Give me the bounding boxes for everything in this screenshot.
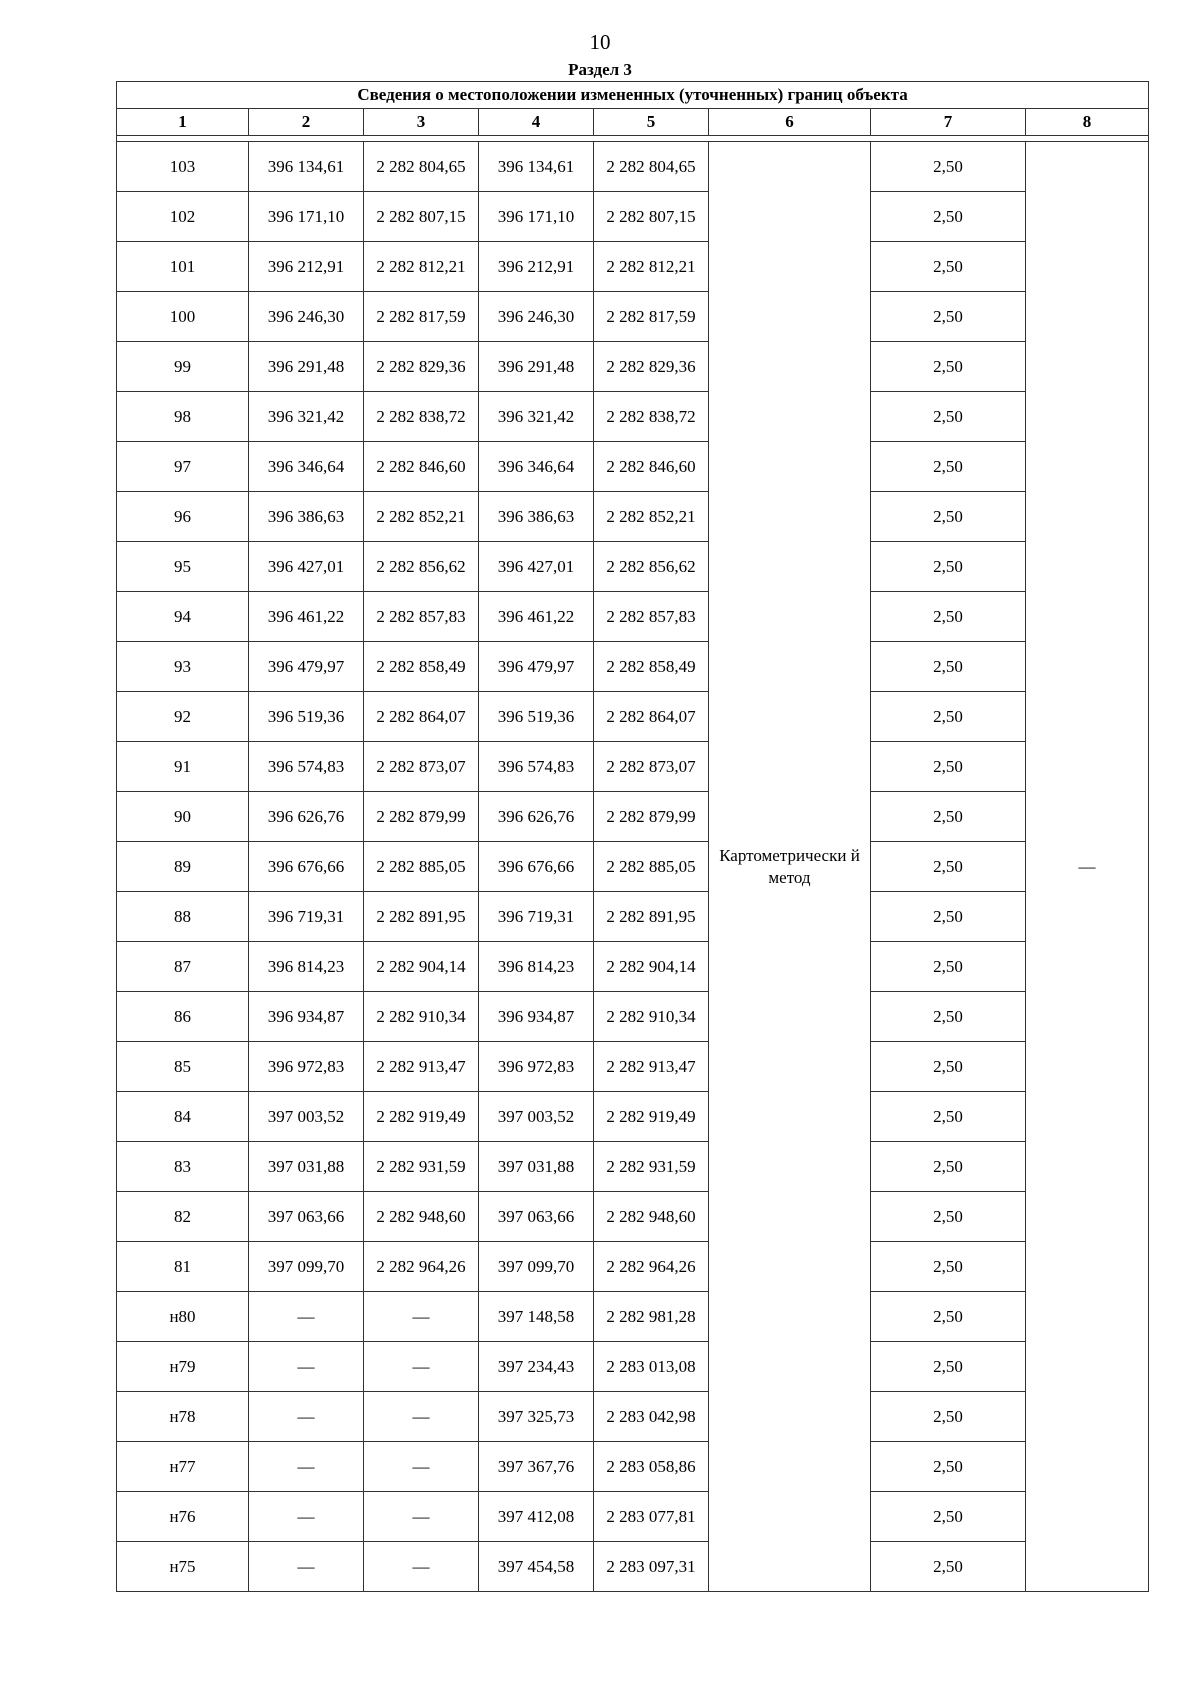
accuracy-cell: 2,50	[871, 842, 1026, 892]
accuracy-cell: 2,50	[871, 1392, 1026, 1442]
y-new-cell: 2 282 913,47	[594, 1042, 709, 1092]
accuracy-cell: 2,50	[871, 1242, 1026, 1292]
table-row	[117, 642, 1149, 692]
y-old-cell: —	[364, 1342, 479, 1392]
accuracy-cell: 2,50	[871, 292, 1026, 342]
point-number-cell: 93	[117, 642, 249, 692]
point-number-cell: 82	[117, 1192, 249, 1242]
x-old-cell: 396 171,10	[249, 192, 364, 242]
x-old-cell: 396 134,61	[249, 142, 364, 192]
table-caption: Сведения о местоположении измененных (уточненных) границ объекта	[117, 82, 1149, 109]
x-new-cell: 396 814,23	[479, 942, 594, 992]
point-number-cell: 101	[117, 242, 249, 292]
table-row	[117, 1442, 1149, 1492]
x-new-cell: 397 148,58	[479, 1292, 594, 1342]
point-number-cell: 87	[117, 942, 249, 992]
accuracy-cell: 2,50	[871, 892, 1026, 942]
y-new-cell: 2 282 910,34	[594, 992, 709, 1042]
y-new-cell: 2 283 058,86	[594, 1442, 709, 1492]
y-old-cell: 2 282 852,21	[364, 492, 479, 542]
accuracy-cell: 2,50	[871, 1092, 1026, 1142]
point-number-cell: н77	[117, 1442, 249, 1492]
y-new-cell: 2 282 964,26	[594, 1242, 709, 1292]
x-new-cell: 396 171,10	[479, 192, 594, 242]
accuracy-cell: 2,50	[871, 142, 1026, 192]
point-number-cell: 96	[117, 492, 249, 542]
y-old-cell: —	[364, 1292, 479, 1342]
x-new-cell: 396 719,31	[479, 892, 594, 942]
accuracy-cell: 2,50	[871, 342, 1026, 392]
x-old-cell: 396 479,97	[249, 642, 364, 692]
accuracy-cell: 2,50	[871, 442, 1026, 492]
x-old-cell: 396 676,66	[249, 842, 364, 892]
table-row	[117, 692, 1149, 742]
table-row	[117, 242, 1149, 292]
x-new-cell: 397 031,88	[479, 1142, 594, 1192]
y-new-cell: 2 282 931,59	[594, 1142, 709, 1192]
y-new-cell: 2 282 948,60	[594, 1192, 709, 1242]
accuracy-cell: 2,50	[871, 1192, 1026, 1242]
table-row	[117, 1142, 1149, 1192]
table-row	[117, 592, 1149, 642]
point-number-cell: 103	[117, 142, 249, 192]
x-new-cell: 397 099,70	[479, 1242, 594, 1292]
y-new-cell: 2 282 856,62	[594, 542, 709, 592]
y-new-cell: 2 282 919,49	[594, 1092, 709, 1142]
table-row	[117, 942, 1149, 992]
y-old-cell: 2 282 879,99	[364, 792, 479, 842]
table-row	[117, 992, 1149, 1042]
accuracy-cell: 2,50	[871, 792, 1026, 842]
x-new-cell: 396 346,64	[479, 442, 594, 492]
accuracy-cell: 2,50	[871, 1292, 1026, 1342]
table-row	[117, 842, 1149, 892]
point-number-cell: 102	[117, 192, 249, 242]
x-old-cell: 396 972,83	[249, 1042, 364, 1092]
accuracy-cell: 2,50	[871, 492, 1026, 542]
x-old-cell: 396 427,01	[249, 542, 364, 592]
y-old-cell: 2 282 838,72	[364, 392, 479, 442]
x-old-cell: 396 934,87	[249, 992, 364, 1042]
x-old-cell: 397 099,70	[249, 1242, 364, 1292]
y-new-cell: 2 282 812,21	[594, 242, 709, 292]
y-old-cell: 2 282 931,59	[364, 1142, 479, 1192]
y-new-cell: 2 283 077,81	[594, 1492, 709, 1542]
y-old-cell: 2 282 873,07	[364, 742, 479, 792]
x-old-cell: 396 291,48	[249, 342, 364, 392]
x-old-cell: —	[249, 1442, 364, 1492]
x-old-cell: 397 003,52	[249, 1092, 364, 1142]
y-old-cell: —	[364, 1442, 479, 1492]
column-number: 2	[249, 109, 364, 136]
x-new-cell: 396 479,97	[479, 642, 594, 692]
y-old-cell: 2 282 817,59	[364, 292, 479, 342]
x-new-cell: 396 386,63	[479, 492, 594, 542]
x-old-cell: 397 063,66	[249, 1192, 364, 1242]
x-new-cell: 396 212,91	[479, 242, 594, 292]
column-number-row	[117, 109, 1149, 136]
table-caption-row	[117, 82, 1149, 109]
accuracy-cell: 2,50	[871, 1042, 1026, 1092]
y-old-cell: 2 282 910,34	[364, 992, 479, 1042]
x-new-cell: 396 321,42	[479, 392, 594, 442]
point-number-cell: 88	[117, 892, 249, 942]
y-old-cell: 2 282 913,47	[364, 1042, 479, 1092]
y-new-cell: 2 282 846,60	[594, 442, 709, 492]
column-number: 8	[1026, 109, 1149, 136]
y-old-cell: 2 282 807,15	[364, 192, 479, 242]
x-old-cell: 396 212,91	[249, 242, 364, 292]
x-old-cell: —	[249, 1492, 364, 1542]
x-new-cell: 396 134,61	[479, 142, 594, 192]
y-old-cell: —	[364, 1542, 479, 1592]
x-old-cell: —	[249, 1292, 364, 1342]
table-row	[117, 342, 1149, 392]
table-row	[117, 892, 1149, 942]
x-old-cell: 397 031,88	[249, 1142, 364, 1192]
point-number-cell: 85	[117, 1042, 249, 1092]
x-new-cell: 397 412,08	[479, 1492, 594, 1542]
x-old-cell: 396 346,64	[249, 442, 364, 492]
y-new-cell: 2 282 807,15	[594, 192, 709, 242]
table-row	[117, 392, 1149, 442]
x-old-cell: —	[249, 1392, 364, 1442]
y-old-cell: 2 282 829,36	[364, 342, 479, 392]
x-new-cell: 397 003,52	[479, 1092, 594, 1142]
table-row	[117, 292, 1149, 342]
point-number-cell: 98	[117, 392, 249, 442]
table-row	[117, 1192, 1149, 1242]
accuracy-cell: 2,50	[871, 992, 1026, 1042]
y-old-cell: 2 282 857,83	[364, 592, 479, 642]
x-new-cell: 396 574,83	[479, 742, 594, 792]
section-title: Раздел 3	[568, 60, 632, 79]
x-new-cell: 397 367,76	[479, 1442, 594, 1492]
y-old-cell: 2 282 812,21	[364, 242, 479, 292]
accuracy-cell: 2,50	[871, 1342, 1026, 1392]
accuracy-cell: 2,50	[871, 942, 1026, 992]
boundary-coordinates-table	[116, 81, 1149, 1592]
y-new-cell: 2 282 864,07	[594, 692, 709, 742]
table-row	[117, 792, 1149, 842]
x-old-cell: —	[249, 1542, 364, 1592]
y-old-cell: 2 282 846,60	[364, 442, 479, 492]
column-number: 3	[364, 109, 479, 136]
point-number-cell: 97	[117, 442, 249, 492]
y-old-cell: 2 282 804,65	[364, 142, 479, 192]
column-number: 7	[871, 109, 1026, 136]
x-new-cell: 396 676,66	[479, 842, 594, 892]
point-number-cell: 91	[117, 742, 249, 792]
table-row	[117, 1242, 1149, 1292]
y-new-cell: 2 283 042,98	[594, 1392, 709, 1442]
table-row	[117, 1542, 1149, 1592]
point-number-cell: 95	[117, 542, 249, 592]
y-old-cell: 2 282 904,14	[364, 942, 479, 992]
point-number-cell: 92	[117, 692, 249, 742]
x-old-cell: 396 574,83	[249, 742, 364, 792]
y-new-cell: 2 282 858,49	[594, 642, 709, 692]
table-row	[117, 1492, 1149, 1542]
y-old-cell: 2 282 919,49	[364, 1092, 479, 1142]
accuracy-cell: 2,50	[871, 242, 1026, 292]
point-number-cell: 90	[117, 792, 249, 842]
y-new-cell: 2 282 885,05	[594, 842, 709, 892]
y-new-cell: 2 282 804,65	[594, 142, 709, 192]
x-new-cell: 397 234,43	[479, 1342, 594, 1392]
y-old-cell: —	[364, 1492, 479, 1542]
x-new-cell: 396 626,76	[479, 792, 594, 842]
point-number-cell: н78	[117, 1392, 249, 1442]
table-row	[117, 1092, 1149, 1142]
y-old-cell: 2 282 964,26	[364, 1242, 479, 1292]
accuracy-cell: 2,50	[871, 392, 1026, 442]
point-number-cell: н80	[117, 1292, 249, 1342]
x-new-cell: 397 454,58	[479, 1542, 594, 1592]
point-number-cell: н75	[117, 1542, 249, 1592]
y-new-cell: 2 282 838,72	[594, 392, 709, 442]
table-row	[117, 542, 1149, 592]
table-row	[117, 192, 1149, 242]
x-old-cell: 396 321,42	[249, 392, 364, 442]
x-new-cell: 396 972,83	[479, 1042, 594, 1092]
table-row	[117, 1342, 1149, 1392]
point-number-cell: 83	[117, 1142, 249, 1192]
accuracy-cell: 2,50	[871, 1542, 1026, 1592]
point-number-cell: 99	[117, 342, 249, 392]
x-old-cell: —	[249, 1342, 364, 1392]
x-new-cell: 396 461,22	[479, 592, 594, 642]
y-old-cell: 2 282 891,95	[364, 892, 479, 942]
point-number-cell: 86	[117, 992, 249, 1042]
x-old-cell: 396 719,31	[249, 892, 364, 942]
y-new-cell: 2 282 981,28	[594, 1292, 709, 1342]
point-number-cell: 94	[117, 592, 249, 642]
x-old-cell: 396 386,63	[249, 492, 364, 542]
point-number-cell: 84	[117, 1092, 249, 1142]
method-cell: Картометрически й метод	[709, 142, 871, 1592]
x-new-cell: 397 325,73	[479, 1392, 594, 1442]
column-number: 6	[709, 109, 871, 136]
x-new-cell: 396 519,36	[479, 692, 594, 742]
y-new-cell: 2 282 829,36	[594, 342, 709, 392]
y-new-cell: 2 282 817,59	[594, 292, 709, 342]
y-old-cell: 2 282 864,07	[364, 692, 479, 742]
point-number-cell: н76	[117, 1492, 249, 1542]
x-old-cell: 396 626,76	[249, 792, 364, 842]
point-number-cell: 89	[117, 842, 249, 892]
point-number-cell: 81	[117, 1242, 249, 1292]
accuracy-cell: 2,50	[871, 1142, 1026, 1192]
column-number: 5	[594, 109, 709, 136]
y-old-cell: 2 282 885,05	[364, 842, 479, 892]
accuracy-cell: 2,50	[871, 642, 1026, 692]
x-old-cell: 396 519,36	[249, 692, 364, 742]
y-new-cell: 2 282 873,07	[594, 742, 709, 792]
table-row	[117, 442, 1149, 492]
x-new-cell: 396 246,30	[479, 292, 594, 342]
accuracy-cell: 2,50	[871, 192, 1026, 242]
y-new-cell: 2 282 852,21	[594, 492, 709, 542]
x-old-cell: 396 246,30	[249, 292, 364, 342]
y-new-cell: 2 282 891,95	[594, 892, 709, 942]
table-row	[117, 1042, 1149, 1092]
x-new-cell: 396 427,01	[479, 542, 594, 592]
y-old-cell: 2 282 948,60	[364, 1192, 479, 1242]
y-new-cell: 2 282 904,14	[594, 942, 709, 992]
x-new-cell: 396 934,87	[479, 992, 594, 1042]
table-row	[117, 742, 1149, 792]
y-old-cell: 2 282 856,62	[364, 542, 479, 592]
point-number-cell: н79	[117, 1342, 249, 1392]
x-old-cell: 396 814,23	[249, 942, 364, 992]
table-row	[117, 1392, 1149, 1442]
accuracy-cell: 2,50	[871, 692, 1026, 742]
column-number: 1	[117, 109, 249, 136]
column-number: 4	[479, 109, 594, 136]
y-new-cell: 2 282 857,83	[594, 592, 709, 642]
column-8-cell: —	[1026, 142, 1149, 1592]
x-new-cell: 397 063,66	[479, 1192, 594, 1242]
y-old-cell: —	[364, 1392, 479, 1442]
accuracy-cell: 2,50	[871, 592, 1026, 642]
point-number-cell: 100	[117, 292, 249, 342]
x-old-cell: 396 461,22	[249, 592, 364, 642]
accuracy-cell: 2,50	[871, 742, 1026, 792]
x-new-cell: 396 291,48	[479, 342, 594, 392]
y-old-cell: 2 282 858,49	[364, 642, 479, 692]
accuracy-cell: 2,50	[871, 542, 1026, 592]
table-row	[117, 492, 1149, 542]
page-number: 10	[589, 30, 611, 54]
accuracy-cell: 2,50	[871, 1492, 1026, 1542]
accuracy-cell: 2,50	[871, 1442, 1026, 1492]
table-row	[117, 142, 1149, 192]
y-new-cell: 2 282 879,99	[594, 792, 709, 842]
y-new-cell: 2 283 013,08	[594, 1342, 709, 1392]
table-row	[117, 1292, 1149, 1342]
y-new-cell: 2 283 097,31	[594, 1542, 709, 1592]
